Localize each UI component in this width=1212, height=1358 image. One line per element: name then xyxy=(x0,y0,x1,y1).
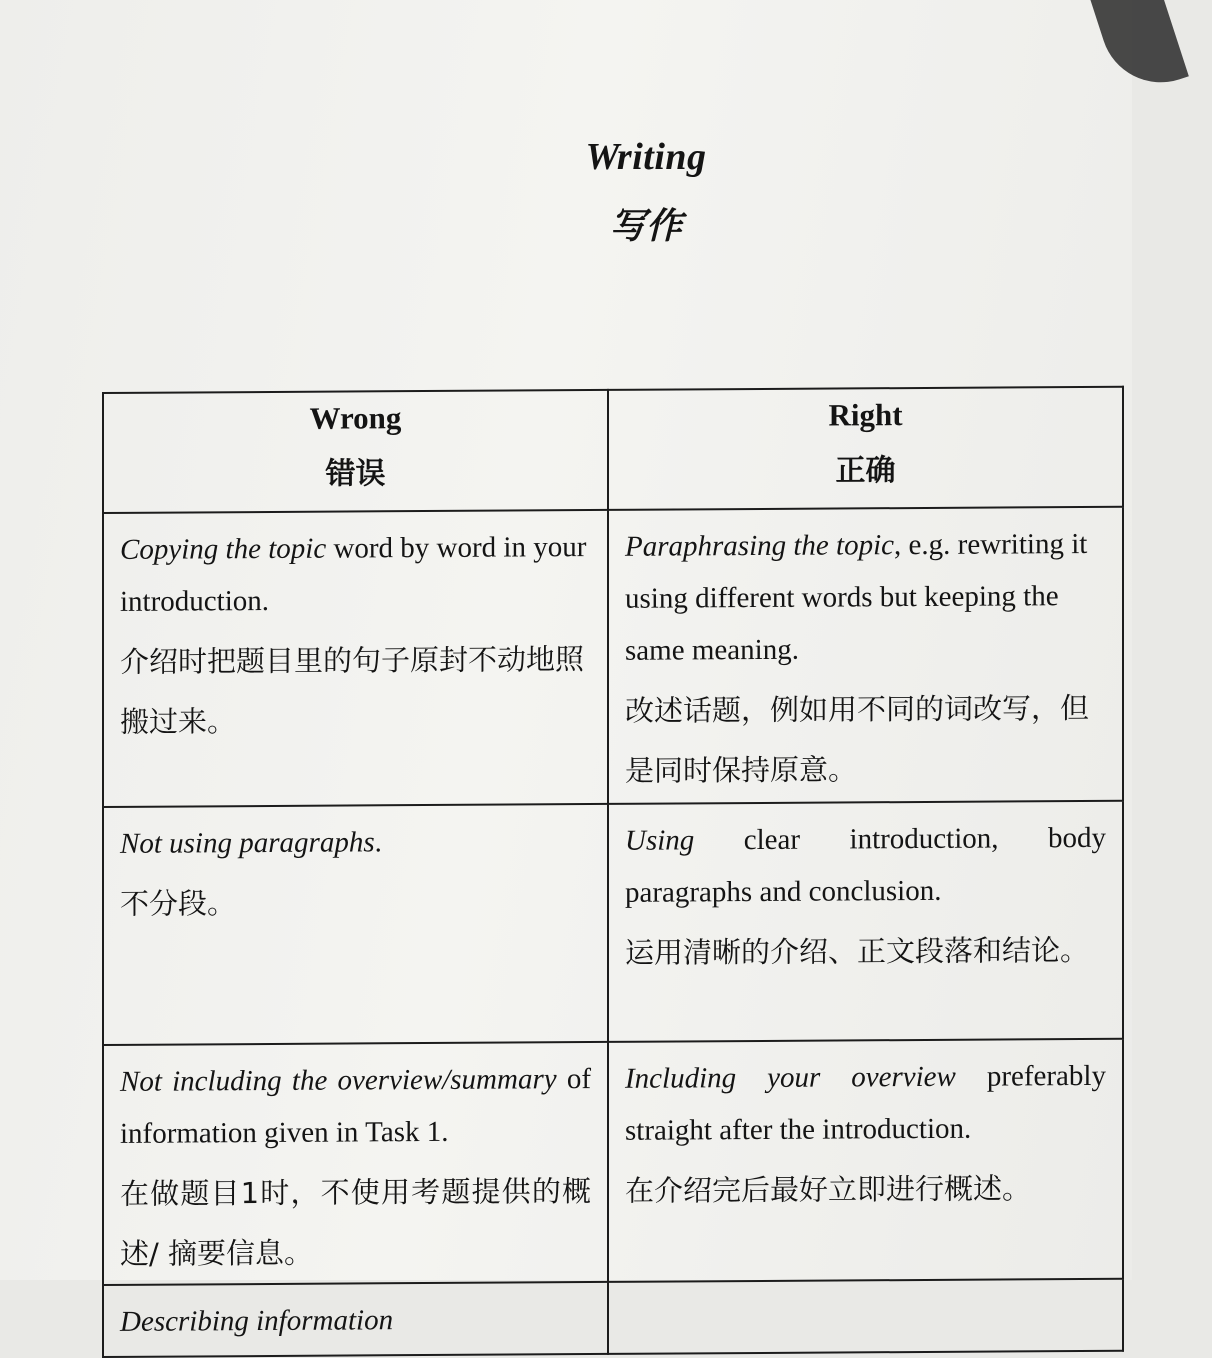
cutoff-text: Describing information xyxy=(120,1304,394,1338)
wrong-cell xyxy=(103,804,608,1045)
right-zh-text: 运用清晰的介绍、正文段落和结论。 xyxy=(625,932,1090,970)
right-cell xyxy=(608,801,1123,1042)
right-text: preferably straight after the introduction. xyxy=(625,1059,1106,1147)
wrong-zh-text: 不分段。 xyxy=(120,886,237,921)
right-italic-text: Paraphrasing the topic xyxy=(625,529,895,563)
comparison-table xyxy=(102,386,1124,1358)
right-text: , e.g. rewriting it using different words but keeping the same meaning. xyxy=(625,527,1088,667)
header-wrong xyxy=(103,390,608,513)
right-italic-text: Using xyxy=(625,824,695,857)
wrong-cell xyxy=(103,510,608,807)
header-wrong-en: Wrong xyxy=(309,400,402,436)
table-row xyxy=(103,801,1123,1045)
table-row xyxy=(103,507,1123,807)
wrong-zh-text: 介绍时把题目里的句子原封不动地照搬过来。 xyxy=(120,642,585,739)
wrong-text: word by word in your introduction. xyxy=(120,531,587,618)
table-row-cutoff xyxy=(103,1279,1123,1357)
wrong-italic-text: Copying the topic xyxy=(120,532,327,566)
header-right xyxy=(608,387,1123,510)
right-text: clear introduction, body paragraphs and conclusion. xyxy=(625,821,1106,909)
comparison-table-wrapper xyxy=(102,386,1132,1338)
wrong-italic-text: Not using paragraphs xyxy=(120,826,375,860)
wrong-zh-text: 在做题目1时，不使用考题提供的概述/ 摘要信息。 xyxy=(120,1174,591,1271)
wrong-text: of information given in Task 1. xyxy=(120,1063,591,1150)
header-right-zh: 正确 xyxy=(835,453,896,489)
table-row xyxy=(103,1039,1123,1285)
wrong-text: . xyxy=(374,826,382,859)
right-zh-text: 在介绍完后最好立即进行概述。 xyxy=(625,1171,1032,1208)
right-zh-text: 改述话题，例如用不同的词改写，但是同时保持原意。 xyxy=(625,690,1090,788)
wrong-cell xyxy=(103,1042,608,1285)
table-header-row xyxy=(103,387,1123,513)
right-cell xyxy=(608,507,1123,804)
wrong-italic-text: Not including the overview/summary xyxy=(120,1063,557,1098)
page-edge-shadow xyxy=(1085,0,1189,98)
header-wrong-zh: 错误 xyxy=(325,456,386,492)
right-italic-text: Including your overview xyxy=(625,1060,956,1095)
wrong-cell-cutoff xyxy=(103,1282,608,1357)
header-right-en: Right xyxy=(828,397,903,433)
right-cell xyxy=(608,1039,1123,1282)
right-cell-cutoff xyxy=(608,1279,1123,1354)
section-title-zh: 写作 xyxy=(609,205,682,247)
section-title-en: Writing xyxy=(585,136,707,178)
